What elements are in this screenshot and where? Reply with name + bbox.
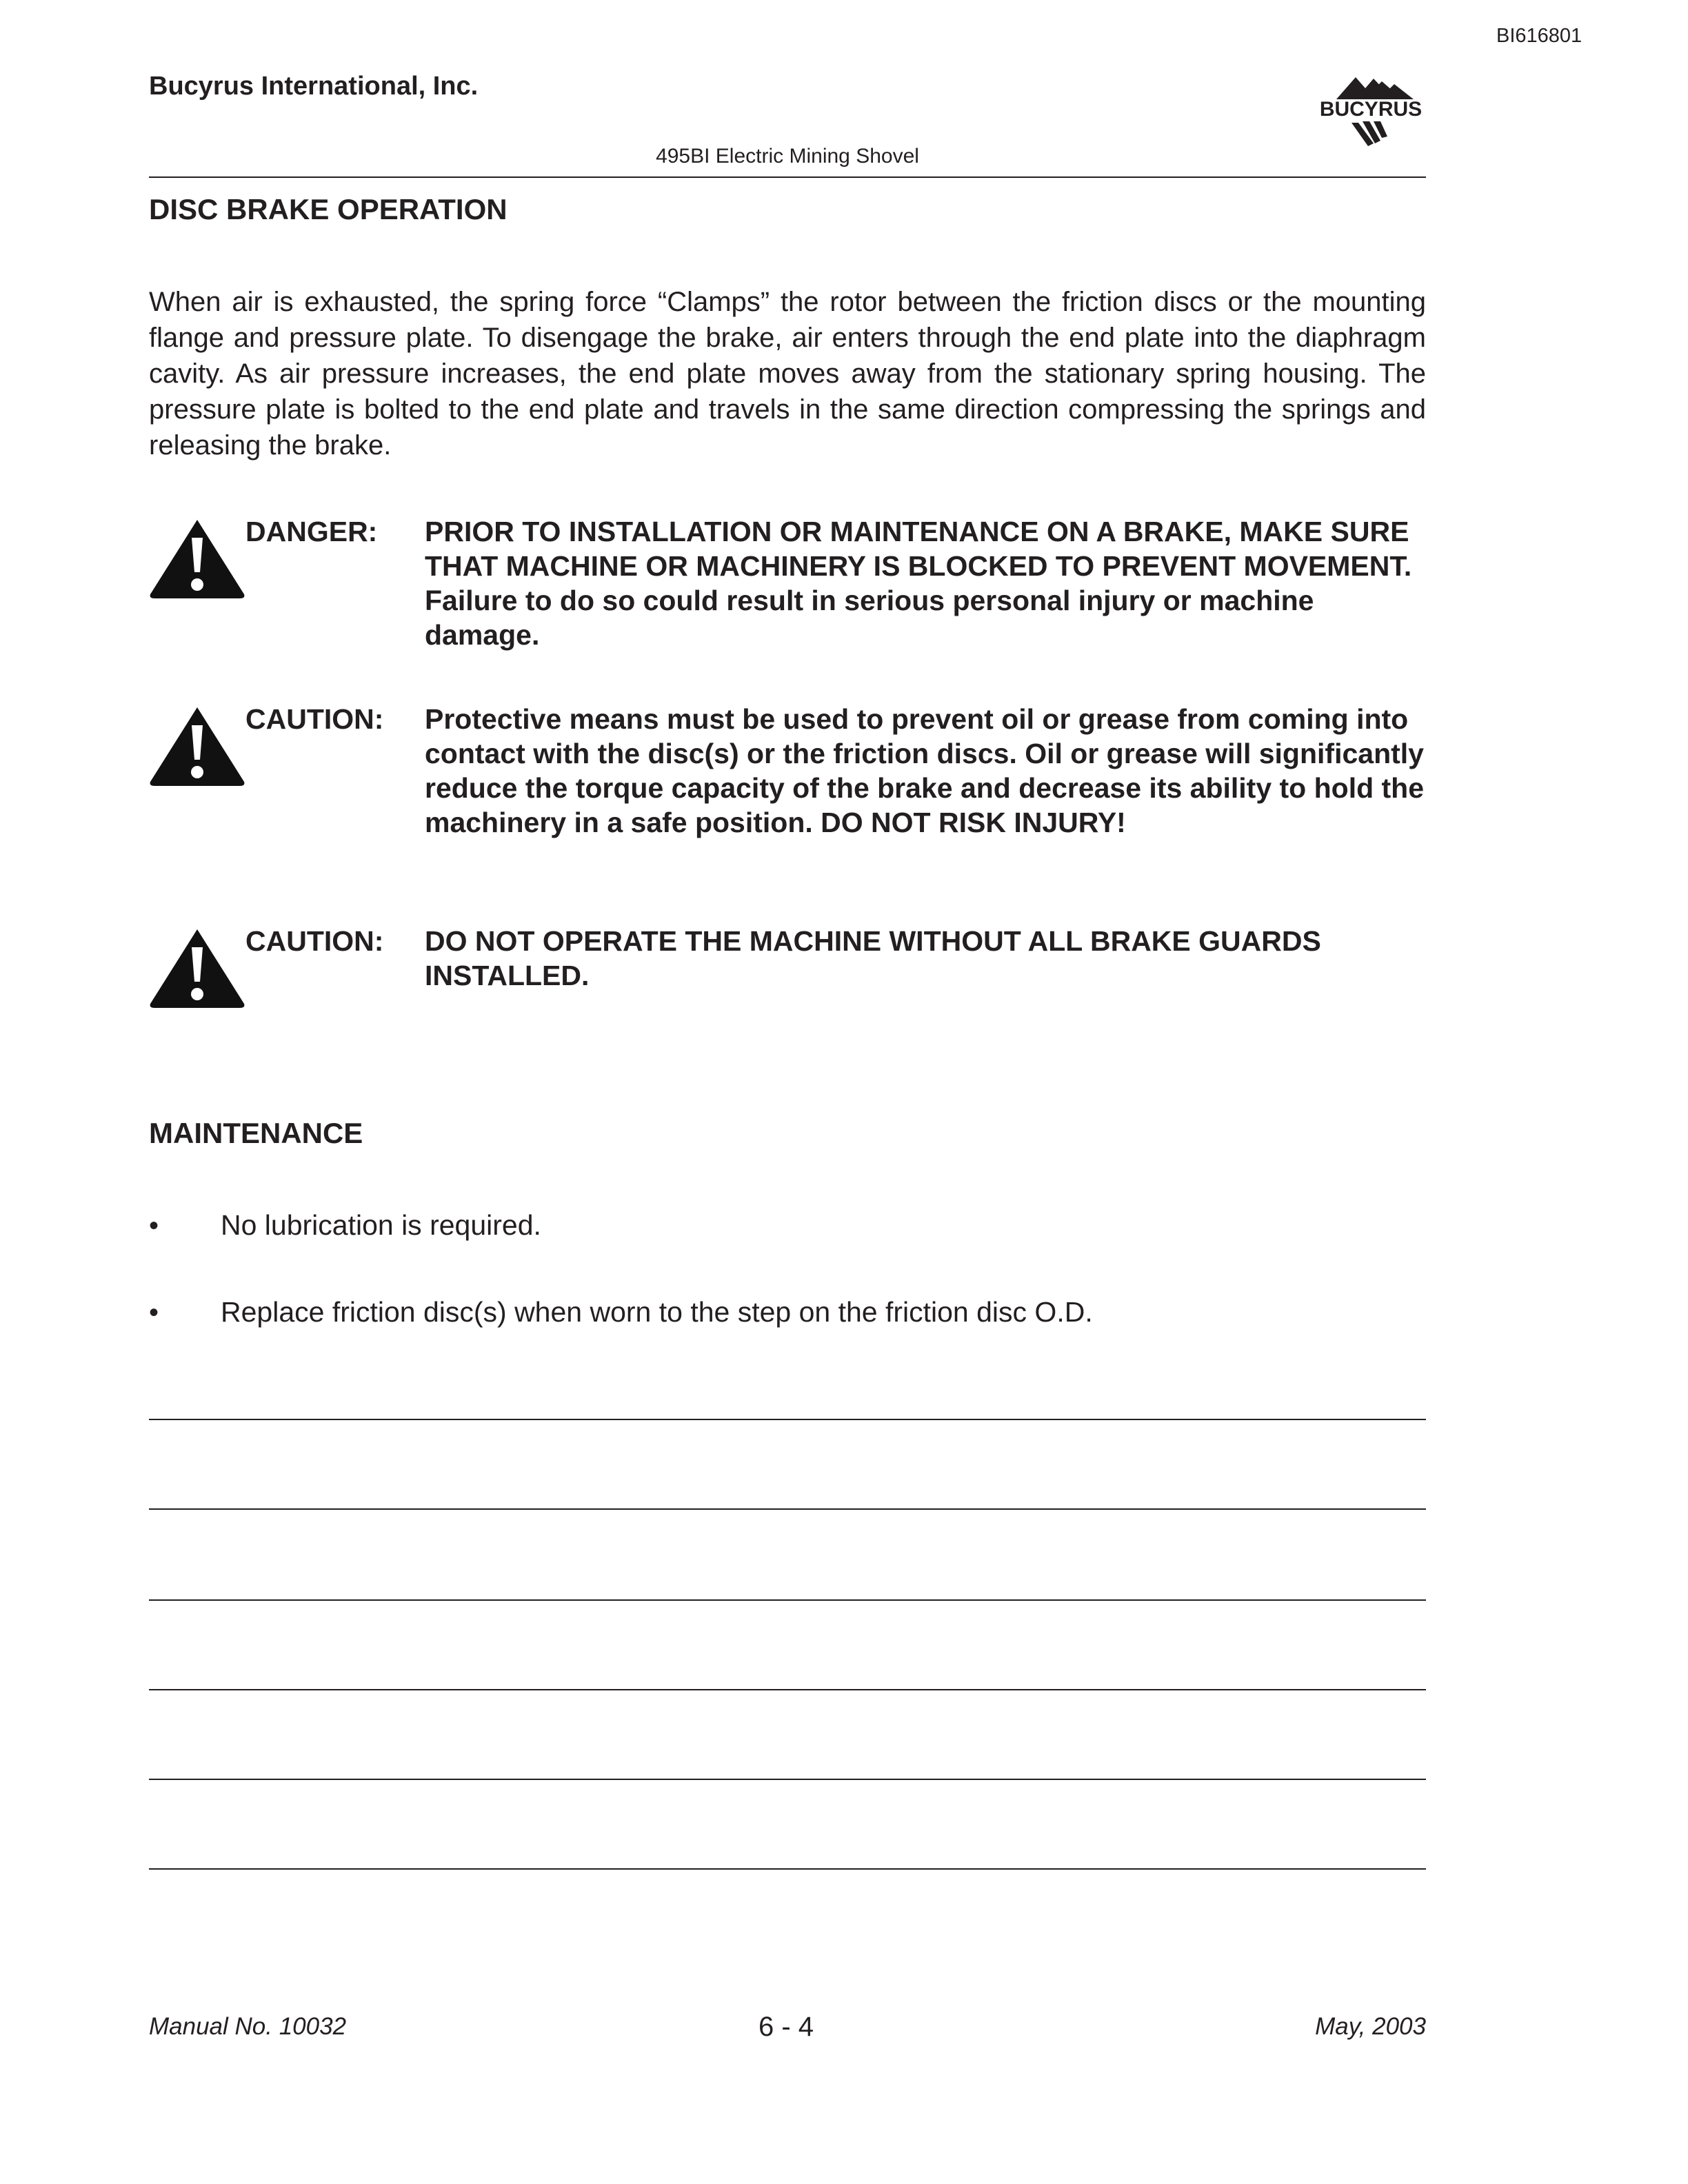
note-line	[149, 1419, 1426, 1420]
note-line	[149, 1508, 1426, 1510]
note-line	[149, 1599, 1426, 1601]
caution-label-1: CAUTION:	[245, 703, 384, 735]
caution-label-2: CAUTION:	[245, 925, 384, 957]
publish-date: May, 2003	[1315, 2013, 1426, 2040]
danger-text: PRIOR TO INSTALLATION OR MAINTENANCE ON A BRAKE, MAKE SURE THAT MACHINE OR MACHINERY IS BLOCKED TO PREVENT MOVEMENT. Failure to do so could result in serious personal injury or machine damage.	[425, 516, 1412, 651]
maintenance-item: No lubrication is required.	[221, 1209, 541, 1241]
warning-triangle-icon	[148, 703, 247, 789]
section-title-maintenance: MAINTENANCE	[149, 1117, 363, 1149]
caution-text-1: Protective means must be used to prevent oil or grease from coming into contact with the disc(s) or the friction discs. Oil or grease will significantly reduce the torque capacity of the brake and decrease its ability to hold the machinery in a safe position. DO NOT RISK INJURY!	[425, 703, 1425, 838]
disc-brake-paragraph: When air is exhausted, the spring force “Clamps” the rotor between the friction discs or the mounting flange and pressure plate. To disengage the brake, air enters through the end plate into the diaphragm cavity. As air pressure increases, the end plate moves away from the stationary spring housing. The pressure plate is bolted to the end plate and travels in the same direction compressing the springs and releasing the brake.	[149, 287, 1426, 461]
note-line	[149, 1689, 1426, 1690]
bullet-marker: •	[149, 1211, 159, 1241]
header-divider	[149, 176, 1426, 178]
note-line	[149, 1868, 1426, 1870]
warning-triangle-icon	[148, 925, 247, 1011]
logo-text: BUCYRUS	[1319, 98, 1423, 121]
warning-triangle-icon	[148, 516, 247, 601]
bucyrus-logo	[1310, 72, 1431, 152]
note-line	[149, 1779, 1426, 1780]
caution-text-2: DO NOT OPERATE THE MACHINE WITHOUT ALL BRAKE GUARDS INSTALLED.	[425, 925, 1321, 991]
page-number: 6 - 4	[758, 2012, 814, 2042]
maintenance-item: Replace friction disc(s) when worn to the step on the friction disc O.D.	[221, 1296, 1093, 1328]
company-name: Bucyrus International, Inc.	[149, 72, 479, 101]
document-id: BI616801	[1496, 25, 1582, 47]
section-title-disc-brake: DISC BRAKE OPERATION	[149, 193, 508, 225]
manual-number: Manual No. 10032	[149, 2013, 347, 2040]
bucyrus-logo-icon	[1310, 72, 1431, 152]
bullet-marker: •	[149, 1297, 159, 1328]
model-title: 495BI Electric Mining Shovel	[656, 145, 919, 168]
danger-label: DANGER:	[245, 516, 378, 547]
